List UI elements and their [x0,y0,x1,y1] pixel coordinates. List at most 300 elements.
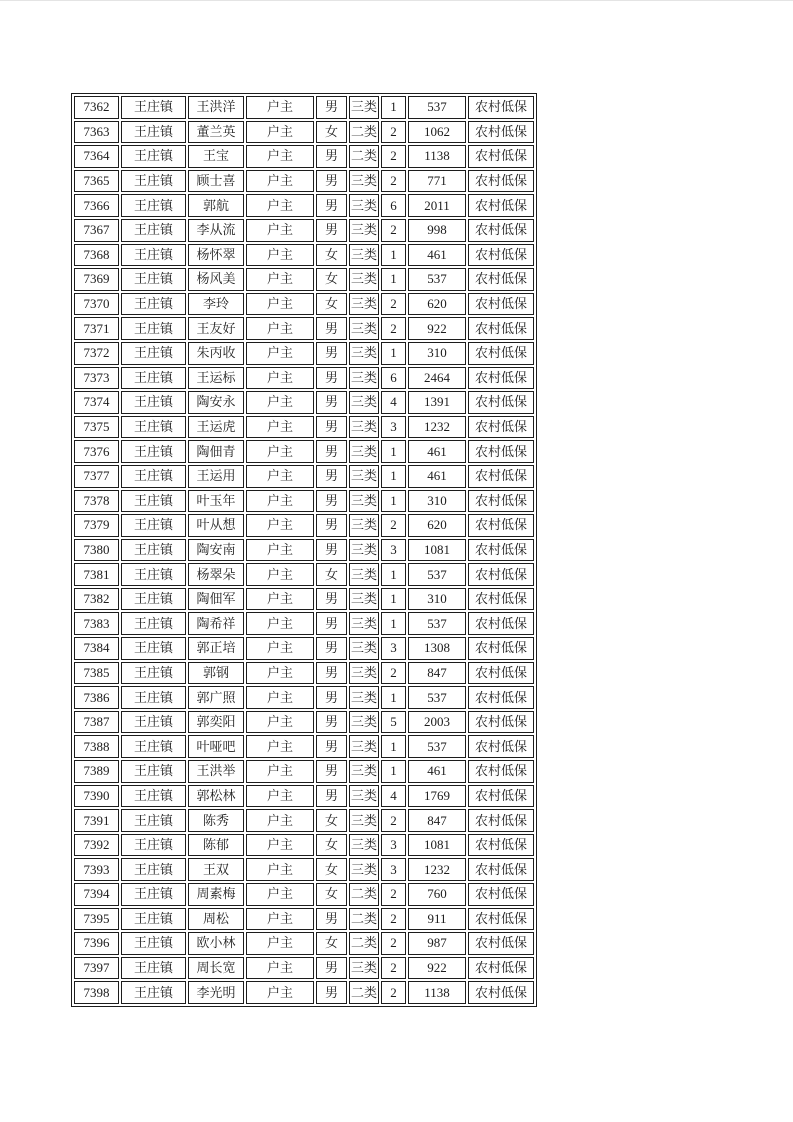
cell-persons: 3 [381,539,406,562]
cell-town: 王庄镇 [121,785,186,808]
cell-persons: 2 [381,293,406,316]
cell-welfare_type: 农村低保 [468,735,534,758]
cell-id: 7388 [74,735,119,758]
cell-category: 三类 [349,490,379,513]
cell-amount: 310 [408,342,466,365]
table-row [74,932,534,955]
cell-persons: 1 [381,760,406,783]
cell-welfare_type: 农村低保 [468,170,534,193]
cell-name: 王宝 [188,145,244,168]
cell-town: 王庄镇 [121,932,186,955]
cell-gender: 女 [316,268,347,291]
table-row [74,391,534,414]
cell-amount: 1308 [408,637,466,660]
cell-amount: 1081 [408,834,466,857]
cell-relation: 户主 [246,145,314,168]
cell-id: 7366 [74,194,119,217]
cell-id: 7391 [74,809,119,832]
cell-id: 7368 [74,244,119,267]
cell-gender: 男 [316,588,347,611]
cell-id: 7362 [74,96,119,119]
cell-relation: 户主 [246,563,314,586]
cell-relation: 户主 [246,367,314,390]
cell-welfare_type: 农村低保 [468,834,534,857]
cell-name: 王洪举 [188,760,244,783]
cell-gender: 女 [316,293,347,316]
cell-relation: 户主 [246,490,314,513]
cell-welfare_type: 农村低保 [468,367,534,390]
cell-amount: 620 [408,293,466,316]
cell-name: 陶佃军 [188,588,244,611]
cell-name: 李从流 [188,219,244,242]
cell-category: 三类 [349,858,379,881]
cell-welfare_type: 农村低保 [468,391,534,414]
cell-town: 王庄镇 [121,957,186,980]
cell-town: 王庄镇 [121,391,186,414]
cell-amount: 987 [408,932,466,955]
cell-gender: 男 [316,219,347,242]
cell-welfare_type: 农村低保 [468,96,534,119]
cell-welfare_type: 农村低保 [468,219,534,242]
cell-town: 王庄镇 [121,96,186,119]
cell-relation: 户主 [246,96,314,119]
cell-persons: 2 [381,809,406,832]
cell-gender: 男 [316,342,347,365]
cell-welfare_type: 农村低保 [468,957,534,980]
cell-id: 7370 [74,293,119,316]
table-row [74,539,534,562]
cell-id: 7387 [74,711,119,734]
cell-town: 王庄镇 [121,490,186,513]
table-body [74,96,534,1004]
cell-gender: 女 [316,244,347,267]
cell-id: 7372 [74,342,119,365]
cell-name: 李玲 [188,293,244,316]
cell-amount: 537 [408,268,466,291]
cell-town: 王庄镇 [121,145,186,168]
cell-persons: 1 [381,440,406,463]
cell-name: 郭正培 [188,637,244,660]
table-row [74,194,534,217]
cell-id: 7376 [74,440,119,463]
cell-persons: 1 [381,96,406,119]
cell-gender: 男 [316,981,347,1004]
cell-welfare_type: 农村低保 [468,514,534,537]
cell-amount: 922 [408,957,466,980]
cell-relation: 户主 [246,834,314,857]
cell-category: 三类 [349,809,379,832]
cell-amount: 461 [408,244,466,267]
cell-persons: 1 [381,612,406,635]
cell-amount: 461 [408,760,466,783]
cell-gender: 男 [316,514,347,537]
cell-welfare_type: 农村低保 [468,809,534,832]
cell-name: 周松 [188,908,244,931]
cell-welfare_type: 农村低保 [468,121,534,144]
cell-id: 7367 [74,219,119,242]
cell-relation: 户主 [246,785,314,808]
cell-category: 二类 [349,121,379,144]
cell-relation: 户主 [246,268,314,291]
cell-relation: 户主 [246,440,314,463]
cell-amount: 461 [408,465,466,488]
cell-gender: 女 [316,121,347,144]
cell-town: 王庄镇 [121,711,186,734]
cell-persons: 2 [381,957,406,980]
cell-relation: 户主 [246,342,314,365]
cell-amount: 537 [408,735,466,758]
cell-name: 陶安永 [188,391,244,414]
cell-name: 周素梅 [188,883,244,906]
cell-welfare_type: 农村低保 [468,858,534,881]
cell-name: 郭松林 [188,785,244,808]
table-row [74,588,534,611]
cell-name: 欧小林 [188,932,244,955]
cell-gender: 男 [316,170,347,193]
cell-name: 王洪洋 [188,96,244,119]
table-row [74,981,534,1004]
cell-welfare_type: 农村低保 [468,342,534,365]
cell-amount: 2003 [408,711,466,734]
table-row [74,760,534,783]
cell-amount: 771 [408,170,466,193]
cell-town: 王庄镇 [121,194,186,217]
cell-gender: 男 [316,490,347,513]
cell-town: 王庄镇 [121,416,186,439]
cell-category: 三类 [349,194,379,217]
cell-town: 王庄镇 [121,563,186,586]
cell-category: 二类 [349,145,379,168]
cell-welfare_type: 农村低保 [468,908,534,931]
cell-category: 二类 [349,932,379,955]
table-row [74,711,534,734]
table-row [74,785,534,808]
cell-id: 7395 [74,908,119,931]
cell-gender: 女 [316,809,347,832]
cell-relation: 户主 [246,514,314,537]
cell-persons: 2 [381,883,406,906]
cell-welfare_type: 农村低保 [468,588,534,611]
cell-category: 三类 [349,219,379,242]
cell-persons: 3 [381,637,406,660]
cell-gender: 女 [316,563,347,586]
cell-category: 三类 [349,96,379,119]
cell-gender: 女 [316,932,347,955]
cell-name: 郭钢 [188,662,244,685]
cell-gender: 女 [316,834,347,857]
table-row [74,662,534,685]
cell-relation: 户主 [246,662,314,685]
cell-category: 三类 [349,391,379,414]
cell-town: 王庄镇 [121,317,186,340]
cell-persons: 2 [381,662,406,685]
cell-town: 王庄镇 [121,170,186,193]
cell-category: 三类 [349,637,379,660]
cell-persons: 2 [381,932,406,955]
cell-name: 郭广照 [188,686,244,709]
cell-persons: 6 [381,367,406,390]
cell-persons: 1 [381,735,406,758]
cell-relation: 户主 [246,858,314,881]
cell-relation: 户主 [246,170,314,193]
cell-id: 7384 [74,637,119,660]
cell-name: 杨翠朵 [188,563,244,586]
cell-persons: 2 [381,981,406,1004]
cell-relation: 户主 [246,686,314,709]
cell-relation: 户主 [246,465,314,488]
table-row [74,145,534,168]
cell-persons: 1 [381,465,406,488]
cell-id: 7379 [74,514,119,537]
cell-category: 三类 [349,416,379,439]
cell-amount: 537 [408,563,466,586]
cell-town: 王庄镇 [121,293,186,316]
cell-welfare_type: 农村低保 [468,785,534,808]
table-row [74,809,534,832]
table-row [74,367,534,390]
cell-relation: 户主 [246,219,314,242]
cell-id: 7365 [74,170,119,193]
cell-relation: 户主 [246,612,314,635]
cell-id: 7378 [74,490,119,513]
cell-relation: 户主 [246,760,314,783]
cell-gender: 男 [316,440,347,463]
cell-category: 三类 [349,440,379,463]
cell-town: 王庄镇 [121,367,186,390]
table-row [74,219,534,242]
cell-amount: 998 [408,219,466,242]
cell-gender: 男 [316,145,347,168]
cell-name: 董兰英 [188,121,244,144]
cell-category: 三类 [349,342,379,365]
cell-amount: 2464 [408,367,466,390]
cell-category: 三类 [349,735,379,758]
cell-id: 7396 [74,932,119,955]
cell-gender: 女 [316,883,347,906]
cell-town: 王庄镇 [121,612,186,635]
welfare-roster-container [71,93,537,1007]
cell-name: 王运标 [188,367,244,390]
cell-persons: 4 [381,391,406,414]
cell-id: 7398 [74,981,119,1004]
cell-id: 7382 [74,588,119,611]
cell-persons: 1 [381,490,406,513]
cell-category: 三类 [349,711,379,734]
cell-gender: 男 [316,760,347,783]
table-row [74,96,534,119]
cell-gender: 男 [316,662,347,685]
cell-id: 7394 [74,883,119,906]
cell-town: 王庄镇 [121,662,186,685]
cell-town: 王庄镇 [121,440,186,463]
cell-relation: 户主 [246,711,314,734]
cell-welfare_type: 农村低保 [468,268,534,291]
cell-town: 王庄镇 [121,858,186,881]
table-row [74,834,534,857]
cell-category: 三类 [349,957,379,980]
cell-id: 7390 [74,785,119,808]
cell-relation: 户主 [246,957,314,980]
cell-welfare_type: 农村低保 [468,711,534,734]
cell-gender: 男 [316,96,347,119]
cell-name: 周长宽 [188,957,244,980]
cell-gender: 男 [316,416,347,439]
cell-town: 王庄镇 [121,465,186,488]
cell-id: 7369 [74,268,119,291]
cell-amount: 310 [408,588,466,611]
cell-welfare_type: 农村低保 [468,612,534,635]
cell-amount: 2011 [408,194,466,217]
cell-name: 陈郁 [188,834,244,857]
cell-town: 王庄镇 [121,735,186,758]
cell-amount: 1232 [408,858,466,881]
cell-id: 7385 [74,662,119,685]
cell-id: 7375 [74,416,119,439]
cell-persons: 6 [381,194,406,217]
cell-welfare_type: 农村低保 [468,465,534,488]
cell-town: 王庄镇 [121,342,186,365]
cell-relation: 户主 [246,932,314,955]
cell-name: 陶希祥 [188,612,244,635]
cell-amount: 1769 [408,785,466,808]
cell-persons: 2 [381,514,406,537]
cell-relation: 户主 [246,244,314,267]
cell-welfare_type: 农村低保 [468,563,534,586]
cell-town: 王庄镇 [121,268,186,291]
cell-persons: 1 [381,588,406,611]
cell-welfare_type: 农村低保 [468,416,534,439]
cell-name: 王双 [188,858,244,881]
cell-persons: 3 [381,858,406,881]
cell-amount: 537 [408,612,466,635]
page-top-edge-line [0,0,793,1]
cell-persons: 1 [381,563,406,586]
cell-relation: 户主 [246,588,314,611]
cell-name: 陶佃青 [188,440,244,463]
table-row [74,908,534,931]
cell-gender: 男 [316,194,347,217]
cell-category: 二类 [349,908,379,931]
cell-relation: 户主 [246,809,314,832]
table-row [74,317,534,340]
cell-town: 王庄镇 [121,514,186,537]
cell-welfare_type: 农村低保 [468,539,534,562]
table-row [74,883,534,906]
cell-relation: 户主 [246,416,314,439]
table-row [74,440,534,463]
cell-id: 7374 [74,391,119,414]
cell-welfare_type: 农村低保 [468,293,534,316]
cell-id: 7380 [74,539,119,562]
cell-amount: 620 [408,514,466,537]
table-row [74,244,534,267]
table-row [74,612,534,635]
table-row [74,465,534,488]
table-row [74,293,534,316]
cell-name: 郭航 [188,194,244,217]
cell-category: 三类 [349,170,379,193]
cell-gender: 男 [316,465,347,488]
cell-town: 王庄镇 [121,219,186,242]
cell-name: 朱丙收 [188,342,244,365]
cell-amount: 911 [408,908,466,931]
cell-id: 7383 [74,612,119,635]
cell-category: 三类 [349,785,379,808]
cell-town: 王庄镇 [121,981,186,1004]
cell-welfare_type: 农村低保 [468,317,534,340]
table-row [74,416,534,439]
cell-welfare_type: 农村低保 [468,145,534,168]
cell-amount: 537 [408,686,466,709]
cell-name: 王友好 [188,317,244,340]
cell-persons: 2 [381,317,406,340]
cell-category: 三类 [349,293,379,316]
cell-gender: 男 [316,637,347,660]
cell-amount: 1138 [408,145,466,168]
cell-welfare_type: 农村低保 [468,244,534,267]
cell-welfare_type: 农村低保 [468,686,534,709]
cell-name: 王运虎 [188,416,244,439]
cell-id: 7373 [74,367,119,390]
cell-name: 陈秀 [188,809,244,832]
cell-town: 王庄镇 [121,637,186,660]
cell-town: 王庄镇 [121,539,186,562]
cell-id: 7389 [74,760,119,783]
cell-name: 杨怀翠 [188,244,244,267]
cell-category: 三类 [349,563,379,586]
table-row [74,957,534,980]
cell-category: 二类 [349,883,379,906]
cell-amount: 847 [408,809,466,832]
cell-category: 三类 [349,686,379,709]
cell-name: 叶哑吧 [188,735,244,758]
cell-relation: 户主 [246,539,314,562]
cell-category: 三类 [349,588,379,611]
cell-gender: 女 [316,858,347,881]
cell-persons: 2 [381,908,406,931]
table-row [74,514,534,537]
cell-id: 7397 [74,957,119,980]
cell-persons: 3 [381,834,406,857]
cell-name: 顾士喜 [188,170,244,193]
cell-category: 三类 [349,465,379,488]
cell-gender: 男 [316,612,347,635]
cell-amount: 1391 [408,391,466,414]
table-row [74,268,534,291]
cell-gender: 男 [316,785,347,808]
cell-relation: 户主 [246,293,314,316]
cell-amount: 461 [408,440,466,463]
cell-gender: 男 [316,539,347,562]
cell-category: 三类 [349,834,379,857]
cell-welfare_type: 农村低保 [468,194,534,217]
cell-id: 7364 [74,145,119,168]
cell-id: 7386 [74,686,119,709]
cell-category: 三类 [349,760,379,783]
cell-welfare_type: 农村低保 [468,883,534,906]
welfare-roster-table [71,93,537,1007]
cell-category: 三类 [349,268,379,291]
cell-category: 三类 [349,514,379,537]
cell-amount: 1138 [408,981,466,1004]
cell-gender: 男 [316,317,347,340]
cell-persons: 4 [381,785,406,808]
cell-id: 7377 [74,465,119,488]
cell-amount: 1232 [408,416,466,439]
cell-welfare_type: 农村低保 [468,760,534,783]
cell-town: 王庄镇 [121,244,186,267]
table-row [74,637,534,660]
